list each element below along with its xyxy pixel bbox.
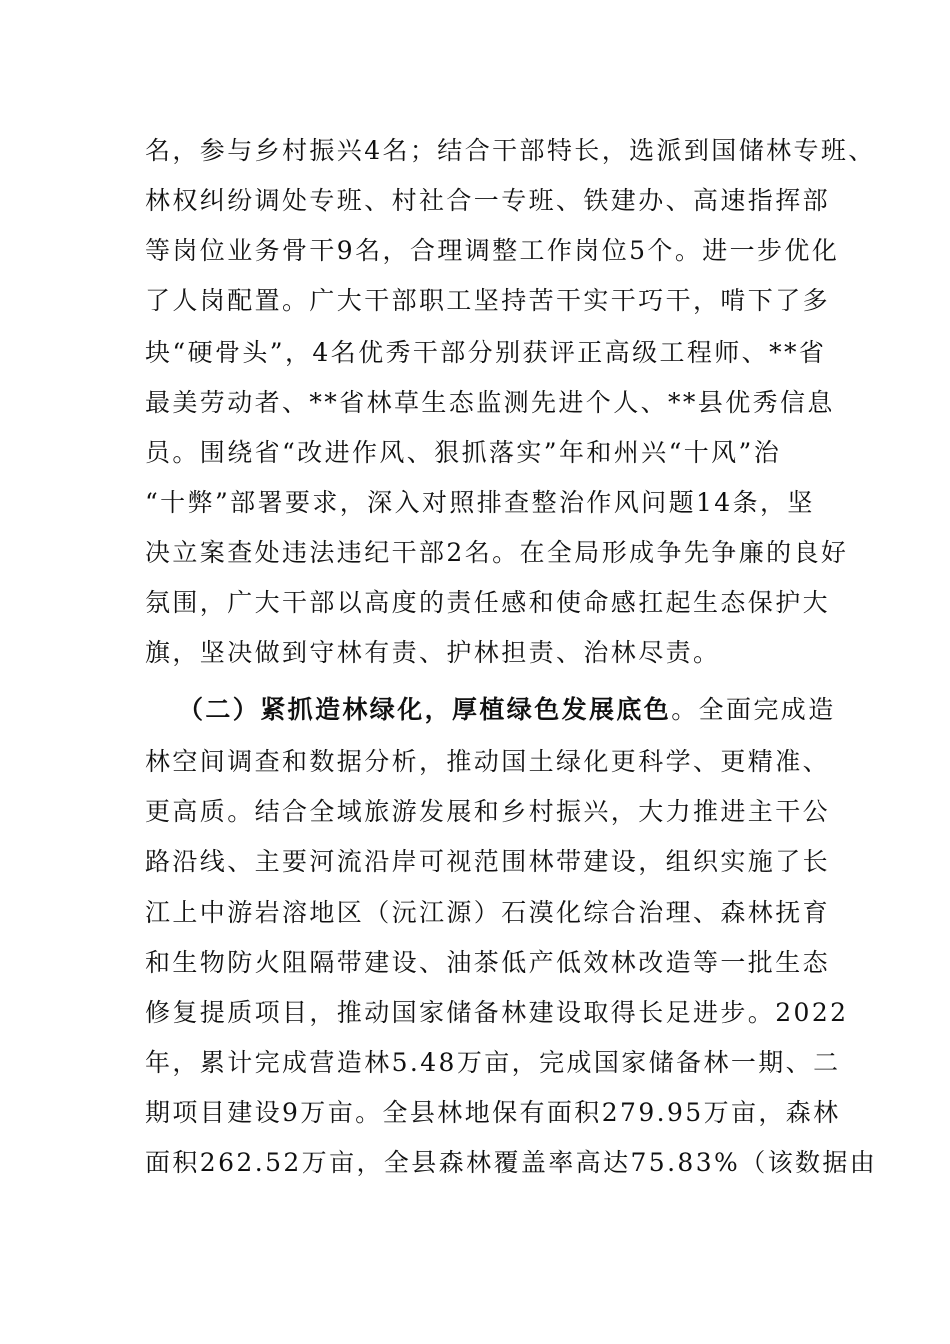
text-line: 了人岗配置。广大干部职工坚持苦干实干巧干，啃下了多 bbox=[145, 286, 831, 315]
text-line: 路沿线、主要河流沿岸可视范围林带建设，组织实施了长 bbox=[145, 847, 831, 876]
section-heading: （二）紧抓造林绿化，厚植绿色发展底色 bbox=[178, 695, 672, 724]
text-line: 林空间调查和数据分析，推动国土绿化更科学、更精准、 bbox=[145, 747, 831, 776]
text-line: 旗，坚决做到守林有责、护林担责、治林尽责。 bbox=[145, 638, 721, 667]
text-line: 氛围，广大干部以高度的责任感和使命感扛起生态保护大 bbox=[145, 588, 831, 617]
section-heading-tail: 。全面完成造 bbox=[671, 695, 836, 724]
text-line: 年，累计完成营造林5.48万亩，完成国家储备林一期、二 bbox=[145, 1048, 841, 1077]
text-line: 更高质。结合全域旅游发展和乡村振兴，大力推进主干公 bbox=[145, 797, 831, 826]
text-line: 江上中游岩溶地区（沅江源）石漠化综合治理、森林抚育 bbox=[145, 898, 831, 927]
text-line: 期项目建设9万亩。全县林地保有面积279.95万亩，森林 bbox=[145, 1098, 841, 1127]
text-line: 林权纠纷调处专班、村社合一专班、铁建办、高速指挥部 bbox=[145, 186, 831, 215]
text-line: 名，参与乡村振兴4名；结合干部特长，选派到国储林专班、 bbox=[145, 136, 876, 165]
text-line: 最美劳动者、**省林草生态监测先进个人、**县优秀信息 bbox=[145, 388, 835, 417]
text-line: 块“硬骨头”，4名优秀干部分别获评正高级工程师、**省 bbox=[145, 338, 827, 367]
text-line: 决立案查处违法违纪干部2名。在全局形成争先争廉的良好 bbox=[145, 538, 849, 567]
text-line: 面积262.52万亩，全县森林覆盖率高达75.83%（该数据由 bbox=[145, 1148, 878, 1177]
text-line: “十弊”部署要求，深入对照排查整治作风问题14条，坚 bbox=[145, 488, 815, 517]
text-line: 修复提质项目，推动国家储备林建设取得长足进步。2022 bbox=[145, 998, 849, 1027]
text-line: 和生物防火阻隔带建设、油茶低产低效林改造等一批生态 bbox=[145, 948, 831, 977]
text-line: 员。围绕省“改进作风、狠抓落实”年和州兴“十风”治 bbox=[145, 438, 782, 467]
section-heading-line bbox=[178, 697, 836, 722]
text-line: 等岗位业务骨干9名，合理调整工作岗位5个。进一步优化 bbox=[145, 236, 840, 265]
